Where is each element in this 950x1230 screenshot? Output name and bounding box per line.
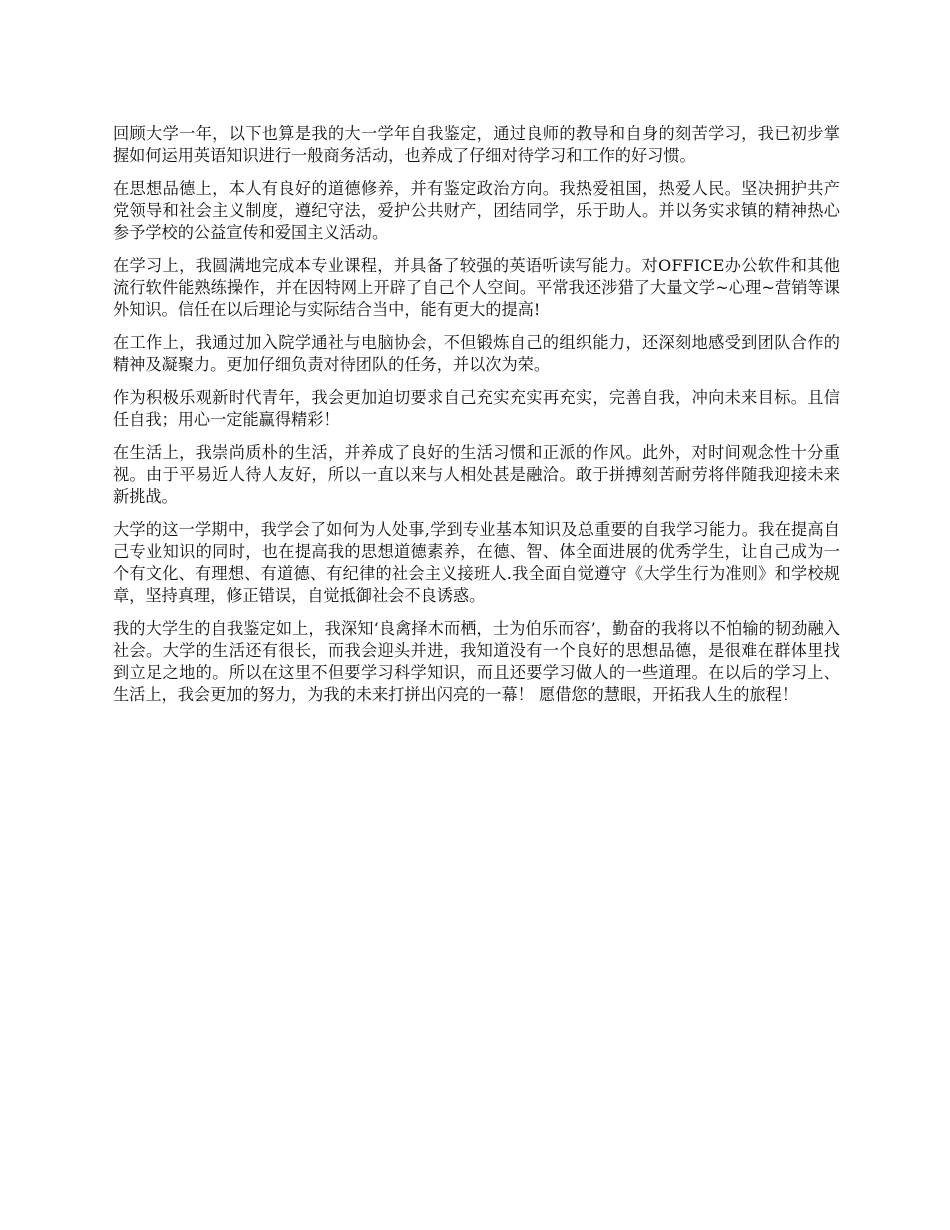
- paragraph-7: 大学的这一学期中，我学会了如何为人处事,学到专业基本知识及总重要的自我学习能力。我在提高自己专业知识的同时，也在提高我的思想道德素养，在德、智、体全面进展的优秀学生，让自己成为一个有文化、有理想、有道德、有纪律的社会主义接班人.我全面自觉遵守《大学生行为准则》和学校规章，坚持真理，修正错误，自觉抵御社会不良诱惑。: [113, 520, 840, 605]
- paragraph-3: 在学习上，我圆满地完成本专业课程，并具备了较强的英语听读写能力。对OFFICE办公软件和其他流行软件能熟练操作，并在因特网上开辟了自己个人空间。平常我还涉猎了大量文学~心理~营销等课外知识。信任在以后理论与实际结合当中，能有更大的提高!: [113, 256, 840, 319]
- document-page: [113, 123, 840, 717]
- paragraph-1: 回顾大学一年，以下也算是我的大一学年自我鉴定，通过良师的教导和自身的刻苦学习，我已初步掌握如何运用英语知识进行一般商务活动，也养成了仔细对待学习和工作的好习惯。: [113, 124, 840, 165]
- paragraph-4: 在工作上，我通过加入院学通社与电脑协会，不但锻炼自己的组织能力，还深刻地感受到团队合作的精神及凝聚力。更加仔细负责对待团队的任务，并以次为荣。: [113, 333, 840, 374]
- paragraph-5: 作为积极乐观新时代青年，我会更加迫切要求自己充实充实再充实，完善自我，冲向未来目标。且信任自我；用心一定能赢得精彩！: [113, 388, 840, 429]
- paragraph-8: 我的大学生的自我鉴定如上，我深知‘良禽择木而栖，士为伯乐而容’，勤奋的我将以不怕输的韧劲融入社会。大学的生活还有很长，而我会迎头并进，我知道没有一个良好的思想品德，是很难在群体里找到立足之地的。所以在这里不但要学习科学知识，而且还要学习做人的一些道理。在以后的学习上、生活上，我会更加的努力，为我的未来打拼出闪亮的一幕！ 愿借您的慧眼，开拓我人生的旅程！: [113, 619, 840, 704]
- paragraph-6: 在生活上，我崇尚质朴的生活，并养成了良好的生活习惯和正派的作风。此外，对时间观念性十分重视。由于平易近人待人友好，所以一直以来与人相处甚是融洽。敢于拼搏刻苦耐劳将伴随我迎接未来新挑战。: [113, 443, 840, 506]
- paragraph-2: 在思想品德上，本人有良好的道德修养，并有鉴定政治方向。我热爱祖国，热爱人民。坚决拥护共产党领导和社会主义制度，遵纪守法，爱护公共财产，团结同学，乐于助人。并以务实求镇的精神热心参予学校的公益宣传和爱国主义活动。: [113, 179, 840, 242]
